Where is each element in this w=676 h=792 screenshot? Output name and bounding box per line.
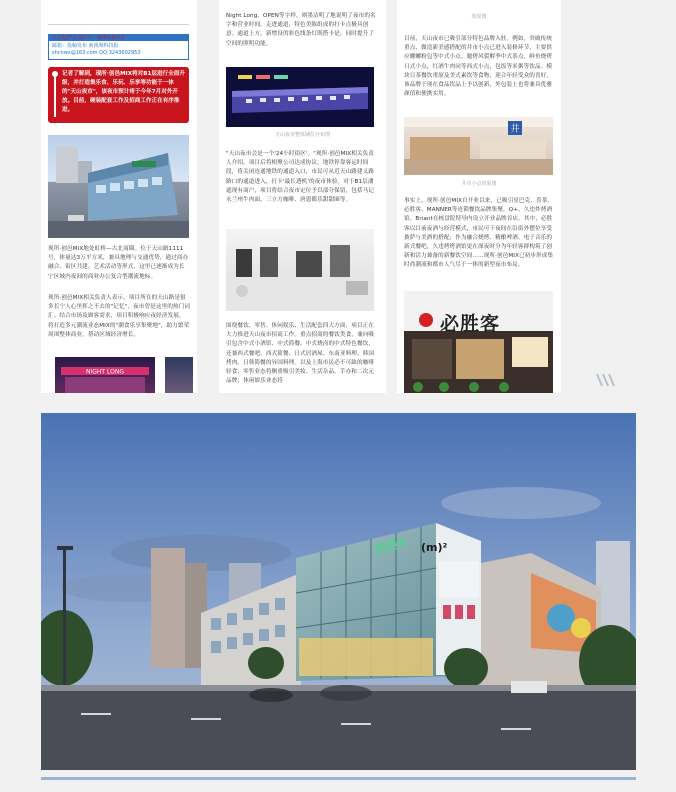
paragraph: 围绕餐饮、零售、休闲娱乐、生活配套四大方面，项目正在大力推进天山夜市招商工作。重点招商的餐饮类食，兼向吸引包含中式小酒馆、中式简餐、中式烧卤的中式特色餐饮，还兼西式餐吧、西式简餐、日式居酒屋、东南亚料理、韩国烤肉、日韩简餐的异国料理。以及上海市民必不可缺的咖啡轻食；零售业态将侧重吸引美妆、生活杂品、手办和二次元品牌；休闲娱乐业态将 [226,323,375,385]
svg-text:NIGHT LONG: NIGHT LONG [86,368,124,376]
banner-line-1: 大众免费"互济医学"一键帮扶赢未来 [52,36,126,41]
cafe-counter-photo [226,229,374,311]
night-market-photo [55,357,155,393]
paragraph: 现所·创邑MIX相关负责人表示，项目所在的天山路是很多长宁人心里挥之不去的"记忆"，夜市曾是这里的热门词汇。结合市场及顾客需求，项目积极响应夜经济发展，将打造多元潮流业态MIX的"潮食乐享集聚地"，助力繁荣周围整体商业，帮动区域经济增长。 [48,295,190,338]
store-sign: 必胜客 [440,313,501,335]
building-sign-right: (m)² [421,541,448,554]
callout-text: 记者了解到，现所·创邑MIX将对B1层进行全面升级，并打造集乐食、乐玩、乐享等功能于一体的"天山夜市"，该夜市预计将于今年7月对外开放。目前，硬装配套工作及招商工作正在有序推进。 [62,71,185,113]
banner-line-3: shcnwx@163.com QQ:3243602953 [52,50,141,56]
image-caption: 井市小点效果图 [461,181,497,187]
night-market-photo-2 [165,357,193,393]
svg-text:井: 井 [510,124,520,135]
article-column-1 [41,0,197,393]
building-photo [48,135,189,238]
image-caption: 效果图 [471,14,487,20]
paragraph: "天山夜市会是一个'24小时街区'。"现所·创邑MIX相关负责人介绍，项目后将相聚公司达成协议，地铁停靠客运时间段，将关闭连通地铁的通道入口，市民可从近天山路建义路路口的通道进入，打卡'最长透机'的夜市体验。对于B1层潘遮现有商户，项目将结合夜市定位予以部分保留，包括马记永兰州牛肉面、三立方咖啡、唐恩都乐甜甜圈等。 [226,151,375,204]
snack-shop-rendering [404,117,553,175]
promo-banner [48,34,189,60]
paragraph: Night Long、OPEN等字样，则墨洁明了地说明了夜市的名字和营业时间。走进通道，特色美陈组成的打卡点极具创意。通道上方，新增设的彩色线条灯既搭卡是，同时提升了空间的照明功能。 [226,13,376,47]
image-caption: 天山夜市整体铺位分布图 [274,132,330,138]
floor-plan-image [226,67,374,127]
highlight-callout [48,67,189,123]
stripes-icon [593,372,621,392]
banner-line-2: 邮箱：投稿发布 新视频科技报 [52,43,119,49]
article-column-3 [397,0,561,393]
building-illustration [48,135,189,238]
article-column-2 [219,0,386,393]
pizza-hut-storefront-photo [404,291,553,393]
hero-illustration [41,413,636,770]
paragraph: 事实上，现所·创邑MIX自开业以来，已吸引星巴克、喜茶、必胜客、MANNER等连锁餐饮品牌集聚，Q+、久违炸烤酒馆、Briant在核盘院特导内设立开业品牌首店。其中，必胜客以目前夜酒与经营模式，市民可于夜间在沿街外摆位享受披萨与美酒的搭配；作为融合烧烤、精酿啤酒、电子音乐的新式餐吧，久违烤烤酒馆更在深夜时分为年轻客群构筑了创新和活力兼备的新餐饮空间……现所·创邑MIX已初步形成集时尚潮流和都市人气尽于一体的新型夜市布局。 [404,198,554,269]
paragraph: 现所·创邑MIX地处虹桥—古北商圈。位于天山路1111号，体量达3万平方米，兼具地理与交通优势，通过商办融合、街区共建、艺术活动等形式，这里已逐渐成为长宁区域内夜间的商业办公复合型潮流地标。 [48,246,189,280]
hero-building-photo [41,413,636,770]
building-sign-left: 创邑Y [372,535,409,557]
paragraph: 目前，天山夜市已吸引部分特色品牌入驻。例如，突破传统重点，做造新美感搭配的井市小点已进入装修环节，主要供应螺蛳粉包等中式小点、题烤风裂解季中式茶点，鲜鱼烧烤日式小点，红酒牛肉同等西式小点，包饭等米粥等饮品。模块日茶餐饮重原及美式素饮等食物，迎合年轻受众的喜好，该品牌于现在食品饮品上予以创新，外包装上也将兼具优雅颜值和便携实用。 [404,36,553,98]
divider [48,24,189,25]
divider [41,777,636,780]
